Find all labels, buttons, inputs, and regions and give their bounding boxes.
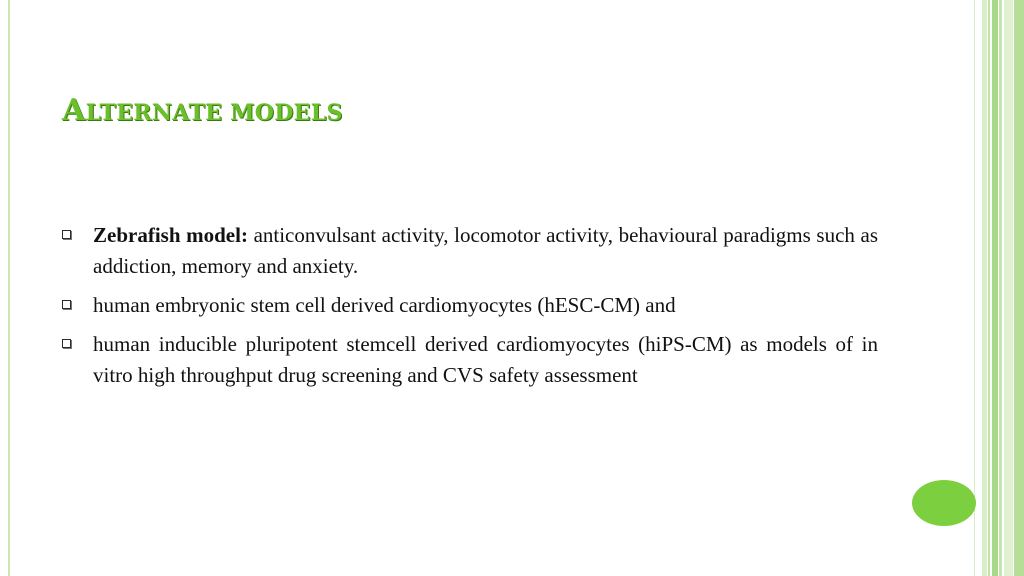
stripe [982,0,987,576]
left-border-line [8,0,10,576]
bullet-bold-label: Zebrafish model: [93,223,248,247]
stripe [1014,0,1024,576]
hollow-square-bullet-icon [62,339,71,348]
title-rest: LTERNATE MODELS [85,100,343,126]
slide-title [62,93,343,128]
right-decorative-stripes [974,0,1024,576]
bullet-list [60,220,878,399]
stripe [999,0,1002,576]
bullet-text: anticonvulsant activity, locomotor activity, behavioural paradigms such as addiction, memory and anxiety. [93,223,879,278]
bullet-item [60,220,878,282]
stripe [1004,0,1013,576]
bullet-item [60,290,878,321]
hollow-square-bullet-icon [62,230,71,239]
title-first-letter: A [62,93,86,128]
stripe [992,0,998,576]
bullet-text: human embryonic stem cell derived cardiomyocytes (hESC-CM) and [93,293,676,317]
stripe [974,0,975,576]
stripe [988,0,990,576]
hollow-square-bullet-icon [62,300,71,309]
bullet-text: human inducible pluripotent stemcell derived cardiomyocytes (hiPS-CM) as models of in vitro high throughput drug screening and CVS safety assessment [93,332,878,387]
bullet-item [60,329,878,391]
decorative-green-circle [912,480,976,526]
